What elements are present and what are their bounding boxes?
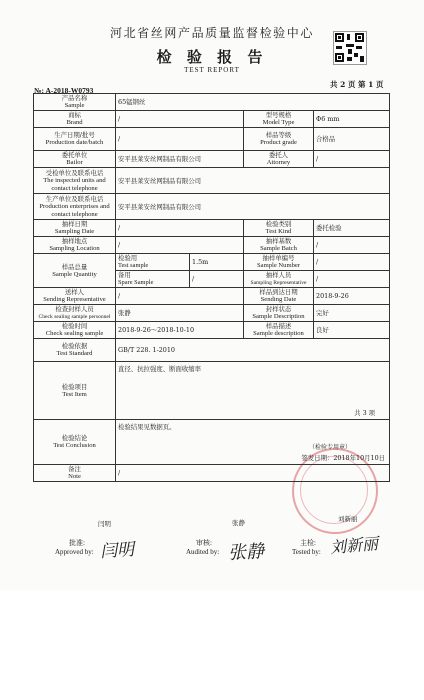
sender-value: /: [116, 288, 244, 305]
table-row: [34, 420, 390, 465]
brand-label: 商标 Brand: [34, 111, 116, 128]
sampling-location-value: /: [116, 237, 244, 254]
items-cell: [116, 362, 390, 420]
table-row: [34, 254, 390, 271]
test-time-value: 2018-9-26～2018-10-10: [116, 322, 244, 339]
grade-label: 样品等级 Product grade: [244, 128, 314, 151]
sample-label: 产品名称 Sample: [34, 94, 116, 111]
brand-value: /: [116, 111, 244, 128]
center-name: 河北省丝网产品质量监督检验中心: [109, 26, 314, 40]
production-value: 安平县莱安丝网制品有限公司: [116, 194, 390, 220]
table-row: [34, 288, 390, 305]
sample-desc-label: 样品描述 Sample description: [244, 322, 314, 339]
standard-label: 检验依据 Test Standard: [34, 339, 116, 362]
issue-date: 签发日期：2018年10月10日: [301, 454, 386, 462]
tested-signature: 刘新丽: [329, 533, 379, 558]
sample-desc-value: 良好: [314, 322, 390, 339]
page-info: 共 2 页 第 1 页: [330, 80, 384, 89]
table-row: [34, 194, 390, 220]
approved-block: 批准: Approved by:: [55, 539, 94, 556]
conclusion-cell: [116, 420, 390, 465]
table-row: [34, 339, 390, 362]
items-count: 共 3 项: [354, 409, 376, 417]
report-title: 检 验 报 告: [156, 48, 268, 66]
name-stamp-2: 张静: [232, 519, 245, 527]
tested-block: 主检: Tested by:: [292, 539, 321, 556]
table-row: [34, 322, 390, 339]
conclusion-label: 检验结论 Test Conclusion: [34, 420, 116, 465]
name-stamp-1: 闫明: [98, 520, 111, 528]
table-row: [34, 237, 390, 254]
test-kind-value: 委托检验: [314, 220, 390, 237]
sample-value: 65锰钢丝: [116, 94, 390, 111]
table-row: [34, 220, 390, 237]
standard-value: GB/T 228. 1-2010: [116, 339, 390, 362]
check-person-label: 检查封样人员 Check sealing sample personnel: [34, 305, 116, 322]
note-label: 备注 Note: [34, 465, 116, 482]
test-sample-value: 1.5m: [190, 254, 244, 271]
model-label: 型号规格 Model Type: [244, 111, 314, 128]
sampling-rep-value: /: [314, 271, 390, 288]
qr-code-icon: [333, 31, 367, 65]
table-row: [34, 94, 390, 111]
production-label: 生产单位及联系电话 Production enterprises and contact telephone: [34, 194, 116, 220]
attorney-label: 委托人 Attorney: [244, 151, 314, 168]
report-table: [33, 93, 390, 482]
sending-date-label: 样品到达日期 Sending Date: [244, 288, 314, 305]
table-row: [34, 111, 390, 128]
test-sample-label: 检验用 Test sample: [116, 254, 190, 271]
name-stamp-3: 刘新丽: [338, 515, 358, 523]
items-label: 检验项目 Test Item: [34, 362, 116, 420]
sample-batch-value: /: [314, 237, 390, 254]
sender-label: 送样人 Sending Representative: [34, 288, 116, 305]
report-number: №: A-2018-W0793: [34, 86, 94, 95]
table-row: [34, 465, 390, 482]
inspected-label: 受检单位及联系电话 The inspected units and contact telephone: [34, 168, 116, 194]
conclusion-value: 检验结果见数据页。: [118, 423, 176, 431]
production-date-value: /: [116, 128, 244, 151]
sample-number-value: /: [314, 254, 390, 271]
items-value: 直径、抗拉强度、断面收缩率: [118, 365, 202, 373]
spare-sample-label: 备用 Spare Sample: [116, 271, 190, 288]
conclusion-seal-text: （检验专用章）: [309, 444, 352, 451]
audited-signature: 张静: [227, 541, 265, 564]
sending-date-value: 2018-9-26: [314, 288, 390, 305]
sample-batch-label: 抽样基数 Sample Batch: [244, 237, 314, 254]
grade-value: 合格品: [314, 128, 390, 151]
sampling-date-label: 抽样日期 Sampling Date: [34, 220, 116, 237]
test-time-label: 检验时间 Check sealing sample: [34, 322, 116, 339]
sealing-value: 完好: [314, 305, 390, 322]
report-title-en: TEST REPORT: [184, 66, 240, 74]
sample-number-label: 抽样单编号 Sample Number: [244, 254, 314, 271]
sealing-label: 封样状态 Sample Description: [244, 305, 314, 322]
table-row: [34, 128, 390, 151]
sampling-date-value: /: [116, 220, 244, 237]
table-row: [34, 151, 390, 168]
table-row: [34, 362, 390, 420]
test-kind-label: 检验类别 Test Kind: [244, 220, 314, 237]
sampling-rep-label: 抽样人员 Sampling Representative: [244, 271, 314, 288]
note-value: /: [116, 465, 390, 482]
bailor-value: 安平县莱安丝网制品有限公司: [116, 151, 244, 168]
attorney-value: /: [314, 151, 390, 168]
audited-block: 审核: Audited by:: [186, 539, 220, 556]
table-row: [34, 168, 390, 194]
table-row: [34, 305, 390, 322]
spare-sample-value: /: [190, 271, 244, 288]
production-date-label: 生产日期/批号 Production date/batch: [34, 128, 116, 151]
check-person-value: 张静: [116, 305, 244, 322]
sampling-location-label: 抽样地点 Sampling Location: [34, 237, 116, 254]
model-value: Φ6 mm: [314, 111, 390, 128]
bailor-label: 委托单位 Bailor: [34, 151, 116, 168]
quantity-label: 样品总量 Sample Quantity: [34, 254, 116, 288]
approved-signature: 闫明: [99, 539, 135, 563]
inspected-value: 安平县莱安丝网制品有限公司: [116, 168, 390, 194]
